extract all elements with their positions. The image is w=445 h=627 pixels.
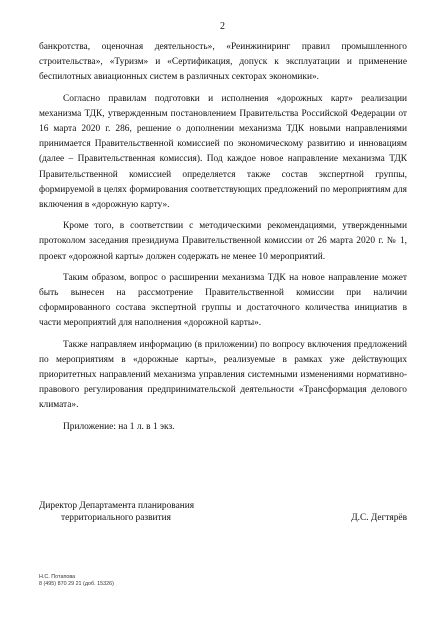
paragraph-rules: Согласно правилам подготовки и исполнения «дорожных карт» реализации механизма ТДК, утвержденным постановлением Правительства Российской Федерации от 16 марта 2020 г. 286, решение о дополнении механизма ТДК новыми направлениями принимается Правительственной комиссией по экономическому развитию и инновациям (далее – Правительственная комиссия). Под каждое новое направление механизма ТДК Правительственной комиссией определяется также состав экспертной группы, формируемой в целях формирования соответствующих предложений по мероприятиям для включения в «дорожную карту».	[39, 93, 407, 211]
signer-title-line-2: территориального развития	[61, 513, 171, 523]
executor-phone: 8 (495) 870 29 21 (доб. 15326)	[39, 581, 114, 587]
body-text	[39, 40, 407, 441]
paragraph-conclusion: Таким образом, вопрос о расширении механизма ТДК на новое направление может быть вынесен на рассмотрение Правительственной комиссии при наличии сформированного состава экспертной группы и достаточного количества инициатив в части мероприятий для наполнения «дорожной карты».	[39, 272, 407, 329]
page-number: 2	[220, 21, 225, 32]
executor-name: Н.С. Потапова	[39, 574, 76, 580]
signature-block	[39, 500, 407, 524]
signer-name: Д.С. Дегтярёв	[351, 513, 407, 523]
paragraph-appendix-info: Также направляем информацию (в приложении) по вопросу включения предложений по мероприятиям в «дорожные карты», реализуемые в рамках уже действующих приоритетных направлений механизма управления системными изменениями нормативно-правового регулирования предпринимательской деятельности «Трансформация делового климата».	[39, 339, 407, 411]
signer-title-line-1: Директор Департамента планирования	[39, 501, 195, 511]
paragraph-continuation: банкротства, оценочная деятельность», «Реинжиниринг правил промышленного строительства», «Туризм» и «Сертификация, допуск к эксплуатации и применение беспилотных авиационных систем в различных секторах экономики».	[39, 42, 407, 83]
executor-info	[39, 574, 114, 588]
paragraph-recommendations: Кроме того, в соответствии с методическими рекомендациями, утвержденными протоколом заседания президиума Правительственной комиссии от 26 марта 2020 г. № 1, проект «дорожной карты» должен содержать не менее 10 мероприятий.	[39, 221, 407, 262]
attachment-note: Приложение: на 1 л. в 1 экз.	[63, 421, 175, 432]
